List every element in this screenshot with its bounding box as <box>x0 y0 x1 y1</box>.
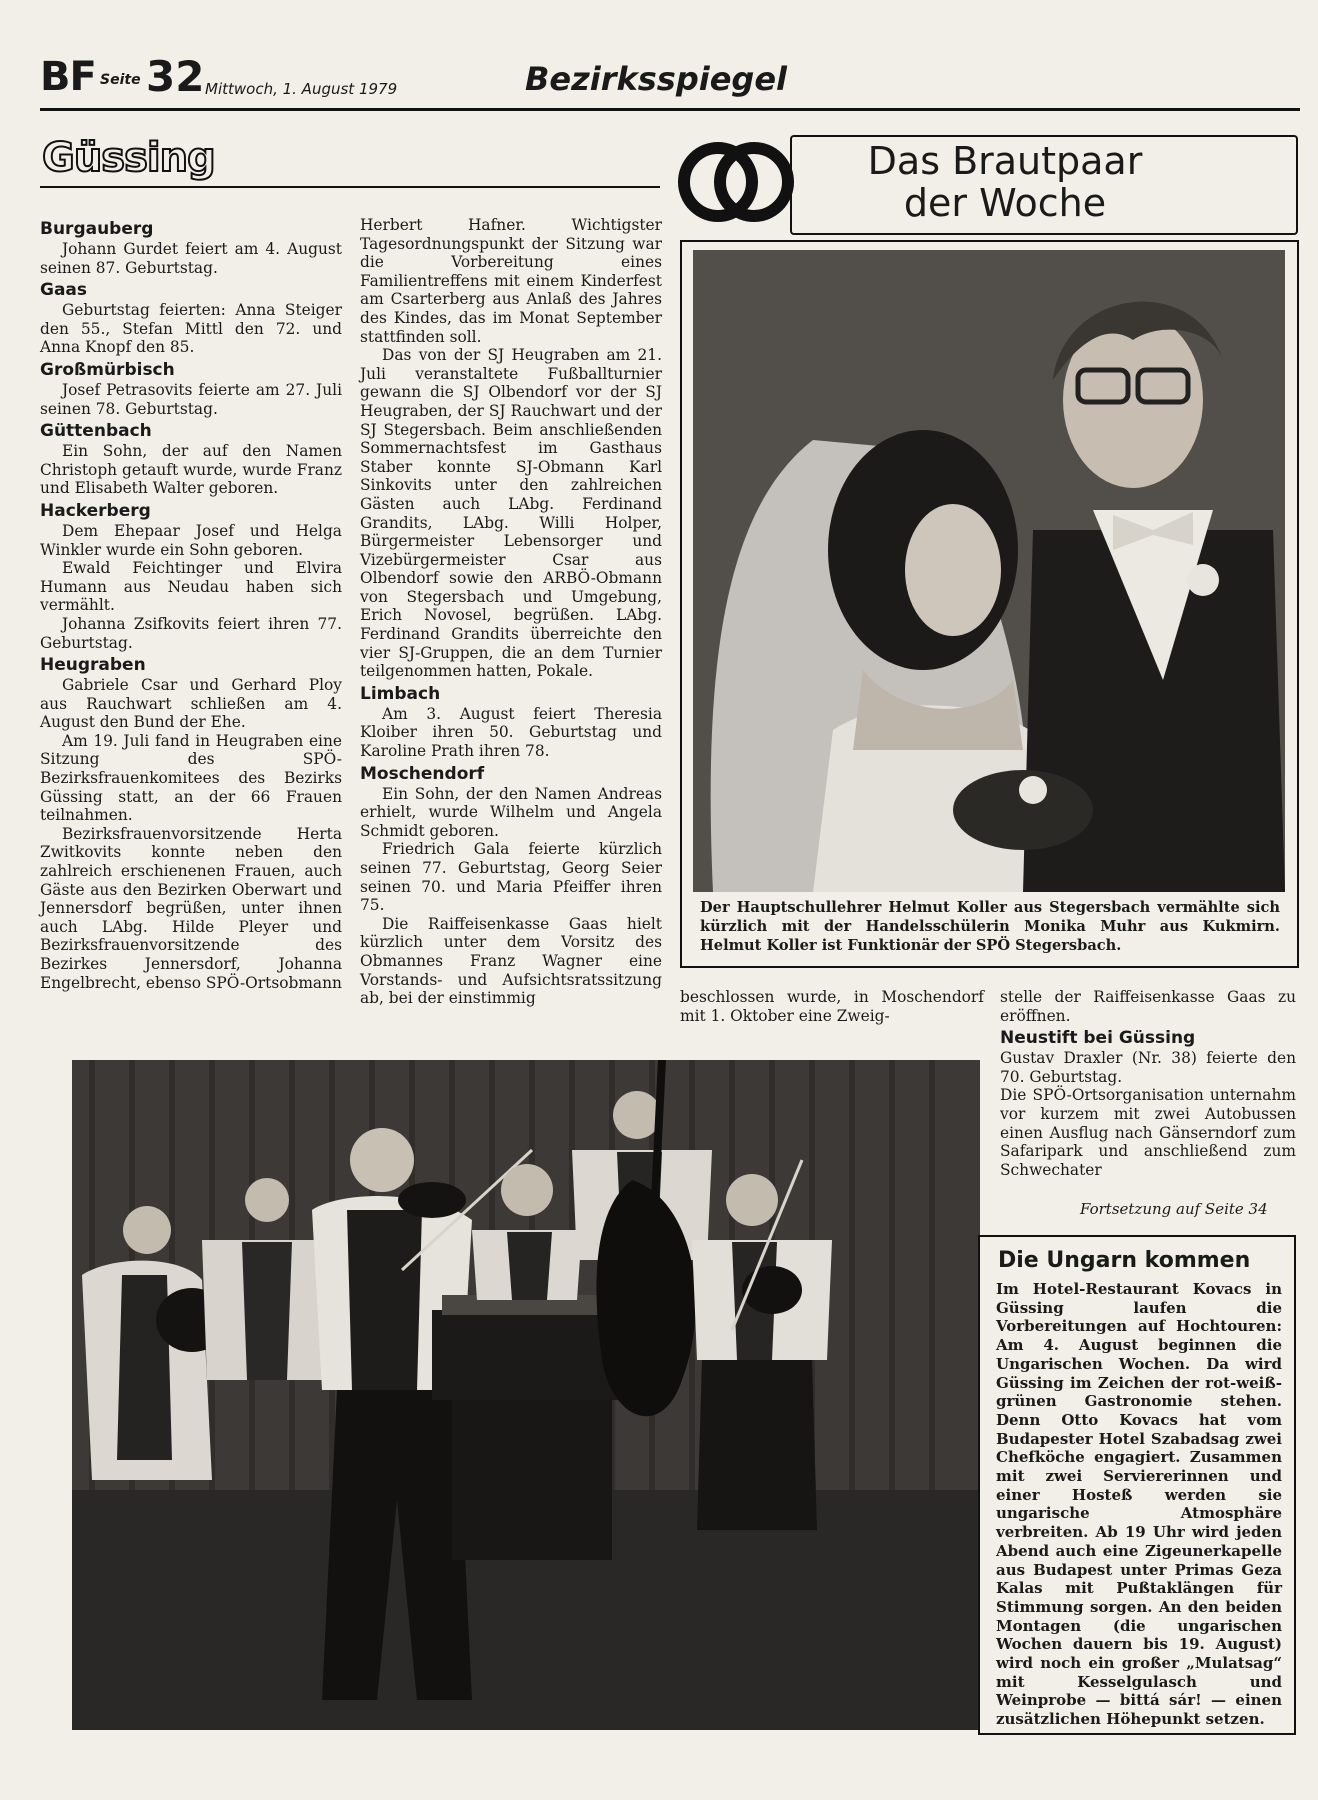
news-paragraph: beschlossen wurde, in Moschendorf mit 1. Oktober eine Zweig- <box>680 988 984 1025</box>
news-paragraph: Die Raiffeisenkasse Gaas hielt kürzlich unter dem Vorsitz des Obmannes Franz Wagner eine Vorstands- und Aufsichtsratssitzung ab, bei der einstimmig <box>360 914 662 1008</box>
ungarn-text <box>996 1280 1282 1729</box>
news-column-1 <box>40 216 342 992</box>
place-heading: Heugraben <box>40 655 146 676</box>
section-name: Bezirksspiegel <box>525 60 787 98</box>
news-paragraph: stelle der Raiffeisenkasse Gaas zu eröffnen. <box>1000 988 1296 1025</box>
place-heading: Limbach <box>360 683 441 704</box>
news-column-2 <box>360 216 662 1008</box>
page-number: 32 <box>146 52 205 101</box>
place-heading: Gaas <box>40 280 88 301</box>
issue-date: Mittwoch, 1. August 1979 <box>205 80 398 98</box>
header-rule <box>40 108 1300 111</box>
place-heading: Güttenbach <box>40 421 152 442</box>
bridal-couple-photo <box>693 250 1285 892</box>
news-continuation-mid <box>680 988 984 1025</box>
news-paragraph: Ein Sohn, der den Namen Andreas erhielt, wurde Wilhelm und Angela Schmidt geboren. <box>360 784 662 840</box>
bridal-title-line1: Das Brautpaar <box>867 139 1143 183</box>
place-heading: Neustift bei Güssing <box>1000 1028 1196 1049</box>
place-heading: Burgauberg <box>40 219 154 239</box>
news-paragraph: Dem Ehepaar Josef und Helga Winkler wurde ein Sohn geboren. <box>40 521 342 559</box>
news-paragraph: Josef Petrasovits feierte am 27. Juli seinen 78. Geburtstag. <box>40 380 342 418</box>
district-title: Güssing <box>42 135 215 181</box>
place-heading: Hackerberg <box>40 500 151 521</box>
bridal-title-line2: der Woche <box>903 181 1107 225</box>
wedding-rings-icon <box>678 128 794 236</box>
news-paragraph: Bezirksfrauenvorsitzende Herta Zwitkovits konnte neben den zahlreich erschienenen Frauen, auch Gäste aus den Bezirken Oberwart und Jennersdorf begrüßen, unter ihnen auch LAbg. Hilde Pleyer und Bezirksfrauenvorsitzende des Bezirkes Jennersdorf, Johanna Engelbrecht, ebenso SPÖ-Ortsobmann <box>40 824 342 992</box>
ungarn-title: Die Ungarn kommen <box>998 1248 1251 1273</box>
news-paragraph: Am 19. Juli fand in Heugraben eine Sitzung des SPÖ-Bezirksfrauenkomitees des Bezirks Güssing statt, an der 66 Frauen teilnahmen. <box>40 731 342 825</box>
gypsy-band-photo <box>72 1060 980 1730</box>
news-paragraph: Gustav Draxler (Nr. 38) feierte den 70. Geburtstag. <box>1000 1049 1296 1086</box>
ungarn-paragraph: Im Hotel-Restaurant Kovacs in Güssing laufen die Vorbereitungen auf Hochtouren: Am 4. August beginnen die Ungarischen Wochen. Da wird Güssing im Zeichen der rot-weiß-grünen Gastronomie stehen. Denn Otto Kovacs hat vom Budapester Hotel Szabadsag zwei Chefköche engagiert. Zusammen mit zwei Serviererinnen und einer Hosteß werden sie ungarische Atmosphäre verbreiten. Ab 19 Uhr wird jeden Abend auch eine Zigeunerkapelle aus Budapest unter Primas Geza Kalas mit Pußtaklängen für Stimmung sorgen. An den beiden Montagen (die ungarischen Wochen dauern bis 19. August) wird noch ein großer „Mulatsag“ mit Kesselgulasch und Weinprobe — bittá sár! — einen zusätzlichen Höhepunkt setzen. <box>996 1280 1282 1729</box>
continuation-note: Fortsetzung auf Seite 34 <box>1080 1200 1268 1218</box>
news-paragraph: Friedrich Gala feierte kürzlich seinen 77. Geburtstag, Georg Seier seinen 70. und Maria Pfeiffer ihren 75. <box>360 840 662 915</box>
news-paragraph: Johanna Zsifkovits feiert ihren 77. Geburtstag. <box>40 614 342 652</box>
place-heading: Moschendorf <box>360 763 485 784</box>
news-paragraph: Ewald Feichtinger und Elvira Humann aus Neudau haben sich vermählt. <box>40 559 342 615</box>
news-paragraph: Geburtstag feierten: Anna Steiger den 55., Stefan Mittl den 72. und Anna Knopf den 85. <box>40 301 342 357</box>
newspaper-brand: BF <box>40 54 96 100</box>
place-heading: Großmürbisch <box>40 359 175 380</box>
bridal-title <box>855 140 1155 224</box>
news-continuation-right <box>1000 988 1296 1179</box>
news-paragraph: Gabriele Csar und Gerhard Ploy aus Rauchwart schließen am 4. August den Bund der Ehe. <box>40 676 342 732</box>
news-paragraph: Ein Sohn, der auf den Namen Christoph getauft wurde, wurde Franz und Elisabeth Walter geboren. <box>40 442 342 498</box>
news-paragraph: Herbert Hafner. Wichtigster Tagesordnungspunkt der Sitzung war die Vorbereitung eines Familientreffens mit einem Kinderfest am Csarterberg aus Anlaß des Jahres des Kindes, das im Monat September stattfinden soll. <box>360 216 662 346</box>
page-label: Seite <box>100 72 141 88</box>
district-rule <box>40 186 660 188</box>
news-paragraph: Die SPÖ-Ortsorganisation unternahm vor kurzem mit zwei Autobussen einen Ausflug nach Gänserndorf zum Safaripark und anschließend zum Schwechater <box>1000 1086 1296 1179</box>
news-paragraph: Am 3. August feiert Theresia Kloiber ihren 50. Geburtstag und Karoline Prath ihren 78. <box>360 704 662 761</box>
news-paragraph: Das von der SJ Heugraben am 21. Juli veranstaltete Fußballturnier gewann die SJ Olbendorf vor der SJ Heugraben, der SJ Rauchwart und der SJ Stegersbach. Beim anschließenden Sommernachtsfest im Gasthaus Staber konnte SJ-Obmann Karl Sinkovits unter den zahlreichen Gästen auch LAbg. Ferdinand Grandits, LAbg. Willi Holper, Bürgermeister Lebensorger und Vizebürgermeister Csar aus Olbendorf sowie den ARBÖ-Obmann von Stegersbach und Umgebung, Erich Novosel, begrüßen. LAbg. Ferdinand Grandits überreichte den vier SJ-Gruppen, die an dem Turnier teilgenommen hatten, Pokale. <box>360 346 662 681</box>
bridal-caption: Der Hauptschullehrer Helmut Koller aus Stegersbach vermählte sich kürzlich mit der Handelsschülerin Monika Muhr aus Kukmirn. Helmut Koller ist Funktionär der SPÖ Stegersbach. <box>700 899 1280 954</box>
news-paragraph: Johann Gurdet feiert am 4. August seinen 87. Geburtstag. <box>40 240 342 277</box>
